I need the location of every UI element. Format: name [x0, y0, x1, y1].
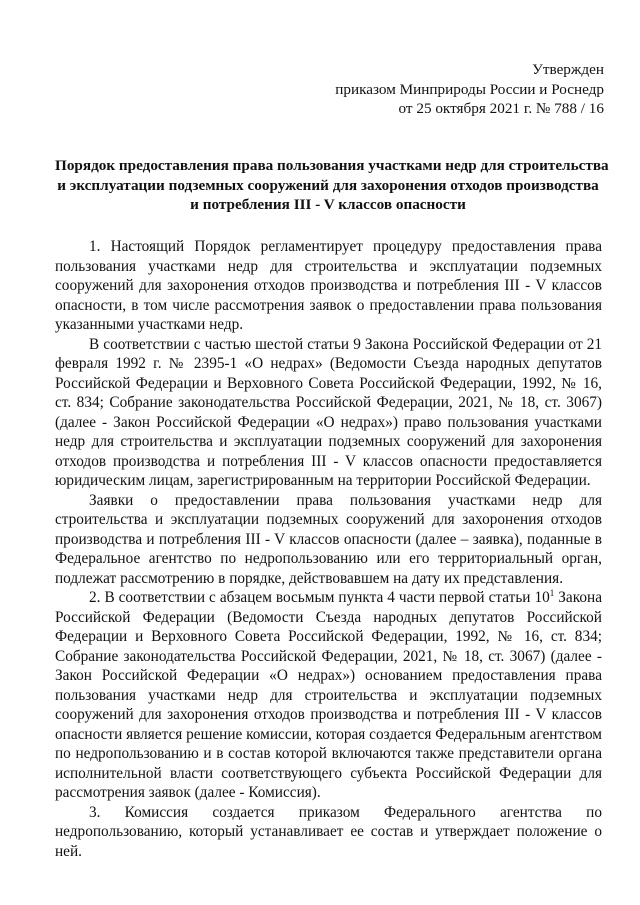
- paragraph-3: Заявки о предоставлении права пользования участками недр для строительства и эксплуатации подземных сооружений для захоронения отходов производства и потребления III - V классов опасности (далее – заявка), поданные в Федеральное агентство по недропользованию или его территориальный орган, подлежат рассмотрению в порядке, действовавшем на дату их представления.: [55, 491, 602, 587]
- paragraph-5: 3. Комиссия создается приказом Федерального агентства по недропользованию, который устанавливает ее состав и утверждает положение о ней.: [55, 803, 602, 860]
- paragraph-4: [55, 588, 602, 803]
- title-line-3: и потребления III - V классов опасности: [190, 196, 466, 214]
- document-title: [55, 156, 609, 215]
- title-line-1: Порядок предоставления права пользования участками недр для строительства: [55, 157, 609, 174]
- approval-line-date: от 25 октября 2021 г. № 788 / 16: [398, 100, 604, 118]
- approval-line-order: приказом Минприроды России и Роснедр: [335, 80, 604, 98]
- paragraph-2: В соответствии с частью шестой статьи 9 Закона Российской Федерации от 21 февраля 1992 г. № 2395-1 «О недрах» (Ведомости Съезда народных депутатов Российской Федерации и Верховного Совета Российской Федерации, 1992, № 16, ст. 834; Собрание законодательства Российской Федерации, 2021, № 18, ст. 3067) (далее - Закон Российской Федерации «О недрах») право пользования участками недр для строительства и эксплуатации подземных сооружений для захоронения отходов производства и потребления III - V классов опасности предоставляется юридическим лицам, зарегистрированным на территории Российской Федерации.: [55, 335, 602, 489]
- paragraph-4-start: 2. В соответствии с абзацем восьмым пункта 4 части первой статьи 10: [89, 589, 550, 606]
- title-line-2: и эксплуатации подземных сооружений для захоронения отходов производства: [57, 176, 599, 194]
- paragraph-1: 1. Настоящий Порядок регламентирует процедуру предоставления права пользования участками недр для строительства и эксплуатации подземных сооружений для захоронения отходов производства и потребления III - V классов опасности, в том числе рассмотрения заявок о предоставлении права пользования указанными участками недр.: [55, 238, 602, 333]
- article-superscript: 1: [549, 587, 555, 598]
- document-body: [55, 237, 602, 861]
- paragraph-4-rest: Закона Российской Федерации (Ведомости Съезда народных депутатов Российской Федерации и Верховного Совета Российской Федерации, 1992, № 16, ст. 834; Собрание законодательства Российской Федерации, 2021, № 18, ст. 3067) (далее - Закон Российской Федерации «О недрах») основанием предоставления права пользования участками недр для строительства и эксплуатации подземных сооружений для захоронения отходов производства и потребления III - V классов опасности является решение комиссии, которая создается Федеральным агентством по недропользованию и в состав которой включаются также представители органа исполнительной власти соответствующего субъекта Российской Федерации для рассмотрения заявок (далее - Комиссия).: [55, 589, 602, 801]
- approval-line-approved: Утвержден: [532, 61, 604, 78]
- approval-stamp: [335, 60, 604, 119]
